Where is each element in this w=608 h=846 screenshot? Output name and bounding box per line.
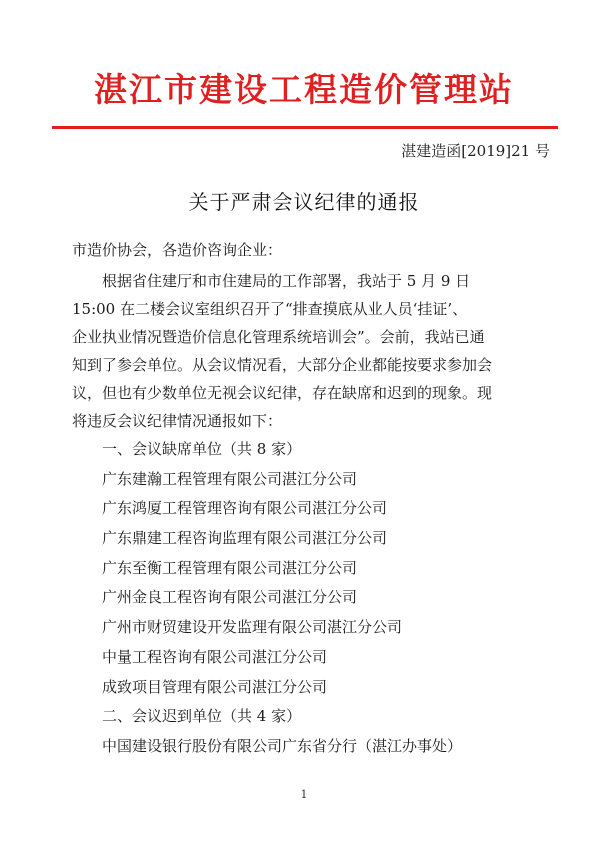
document-number: 湛建造函[2019]21 号 [401, 142, 550, 160]
paragraph-line-text: 根据省住建厅和市住建局的工作部署，我站于 5 月 9 日 [102, 272, 471, 290]
section-heading-late: 二、会议迟到单位（共 4 家） [102, 707, 302, 726]
org-header: 湛江市建设工程造价管理站 [94, 70, 514, 109]
paragraph-line: 议，但也有少数单位无视会议纪律，存在缺席和迟到的现象。现 [72, 384, 493, 402]
list-item: 广东鼎建工程咨询监理有限公司湛江分公司 [102, 529, 388, 548]
salutation: 市造价协会，各造价咨询企业： [72, 241, 283, 259]
section-heading-absent: 一、会议缺席单位（共 8 家） [102, 440, 302, 458]
page-number: 1 [300, 788, 308, 801]
paragraph-line: 15:00 在二楼会议室组织召开了“排查摸底从业人员‘挂证’、 [72, 300, 468, 318]
list-item: 广州金良工程咨询有限公司湛江分公司 [102, 588, 358, 607]
paragraph-line [72, 267, 550, 295]
paragraph-line: 企业执业情况暨造价信息化管理系统培训会”。会前，我站已通 [72, 328, 485, 346]
paragraph-line: 知到了参会单位。从会议情况看，大部分企业都能按要求参加会 [72, 356, 493, 374]
list-item: 广东至衡工程管理有限公司湛江分公司 [102, 558, 358, 577]
list-item: 成致项目管理有限公司湛江分公司 [102, 677, 328, 696]
list-item: 中量工程咨询有限公司湛江分公司 [102, 647, 328, 666]
list-item: 广东建瀚工程管理有限公司湛江分公司 [102, 469, 358, 488]
document-title: 关于严肃会议纪律的通报 [188, 190, 420, 214]
list-item: 广东鸿厦工程管理咨询有限公司湛江分公司 [102, 499, 388, 518]
header-red-line [52, 126, 558, 129]
list-item: 中国建设银行股份有限公司广东省分行（湛江办事处） [102, 736, 463, 755]
list-item: 广州市财贸建设开发监理有限公司湛江分公司 [102, 618, 403, 637]
paragraph-line: 将违反会议纪律情况通报如下： [72, 412, 283, 430]
document-body [72, 236, 550, 762]
